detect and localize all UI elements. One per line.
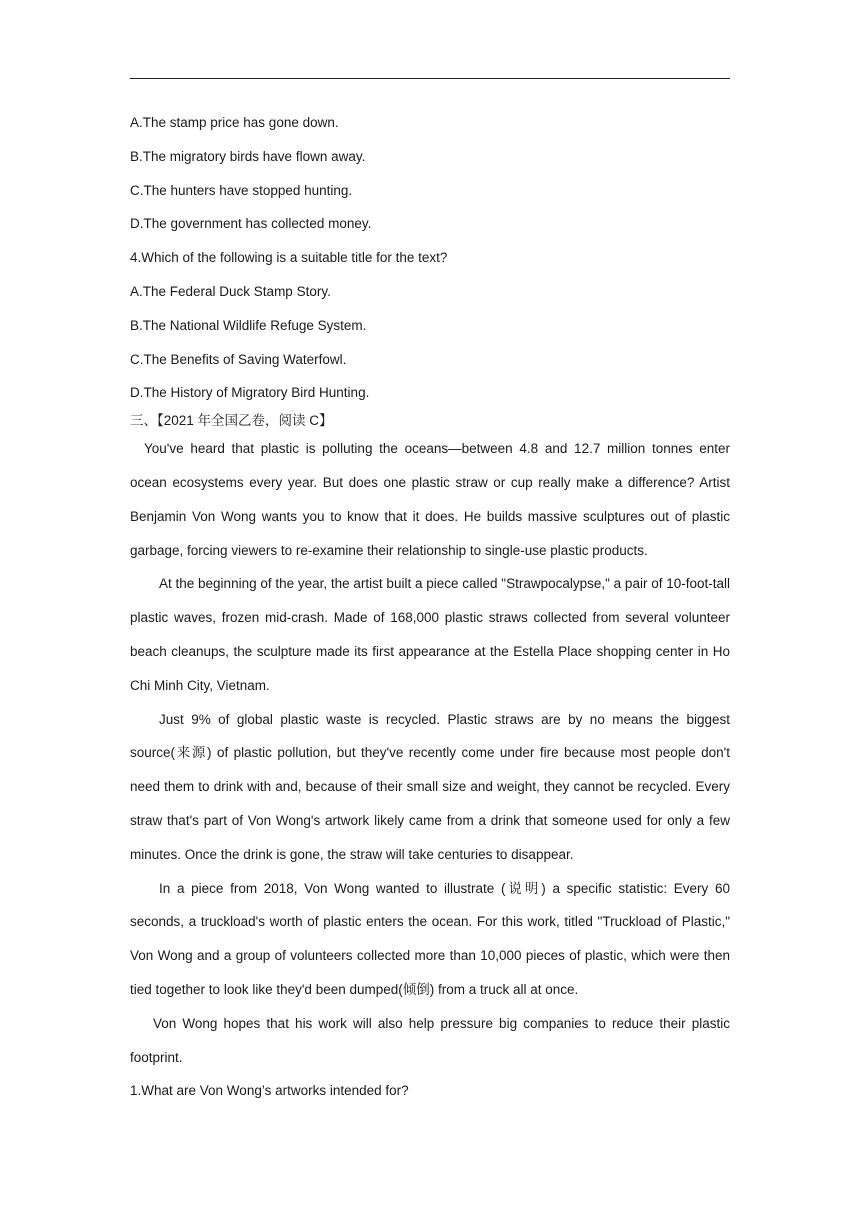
passage-paragraph-4: In a piece from 2018, Von Wong wanted to illustrate (说明) a specific statistic: Every 60 seconds, a truckload's worth of plastic enters the ocean. For this work, titled "Truckload of Plastic," Von Wong and a group of volunteers collected more than 10,000 pieces of plastic, which were then tied together to look like they'd been dumped(倾倒) from a truck all at once. xyxy=(130,880,730,997)
header-rule xyxy=(130,78,730,79)
option-q3-c: C.The hunters have stopped hunting. xyxy=(130,182,353,198)
option-q3-d: D.The government has collected money. xyxy=(130,216,372,232)
passage-paragraph-2: At the beginning of the year, the artist built a piece called "Strawpocalypse," a pair of 10-foot-tall plastic waves, frozen mid-crash. Made of 168,000 plastic straws collected from several volunteer beach cleanups, the sculpture made its first appearance at the Estella Place shopping center in Ho Chi Minh City, Vietnam. xyxy=(130,576,730,693)
passage-paragraph-3: Just 9% of global plastic waste is recycled. Plastic straws are by no means the biggest source(来源) of plastic pollution, but they've recently come under fire because most people don't need them to drink with and, because of their small size and weight, they cannot be recycled. Every straw that's part of Von Wong's artwork likely came from a drink that someone used for only a few minutes. Once the drink is gone, the straw will take centuries to disappear. xyxy=(130,711,730,862)
option-q4-d: D.The History of Migratory Bird Hunting. xyxy=(130,385,370,401)
passage-paragraph-5: Von Wong hopes that his work will also help pressure big companies to reduce their plastic footprint. xyxy=(130,1015,730,1065)
passage-paragraph-1: You've heard that plastic is polluting the oceans—between 4.8 and 12.7 million tonnes enter ocean ecosystems every year. But does one plastic straw or cup really make a difference? Artist Benjamin Von Wong wants you to know that it does. He builds massive sculptures out of plastic garbage, forcing viewers to re-examine their relationship to single-use plastic products. xyxy=(130,441,730,558)
option-q4-b: B.The National Wildlife Refuge System. xyxy=(130,317,367,333)
document-content xyxy=(130,106,730,1108)
option-q3-b: B.The migratory birds have flown away. xyxy=(130,148,366,164)
section-heading: 三、【2021 年全国乙卷，阅读 C】 xyxy=(130,413,333,429)
question-1: 1.What are Von Wong’s artworks intended for? xyxy=(130,1083,409,1099)
option-q3-a: A.The stamp price has gone down. xyxy=(130,115,339,130)
option-q4-c: C.The Benefits of Saving Waterfowl. xyxy=(130,351,347,367)
option-q4-a: A.The Federal Duck Stamp Story. xyxy=(130,283,331,299)
question-4: 4.Which of the following is a suitable title for the text? xyxy=(130,250,448,266)
